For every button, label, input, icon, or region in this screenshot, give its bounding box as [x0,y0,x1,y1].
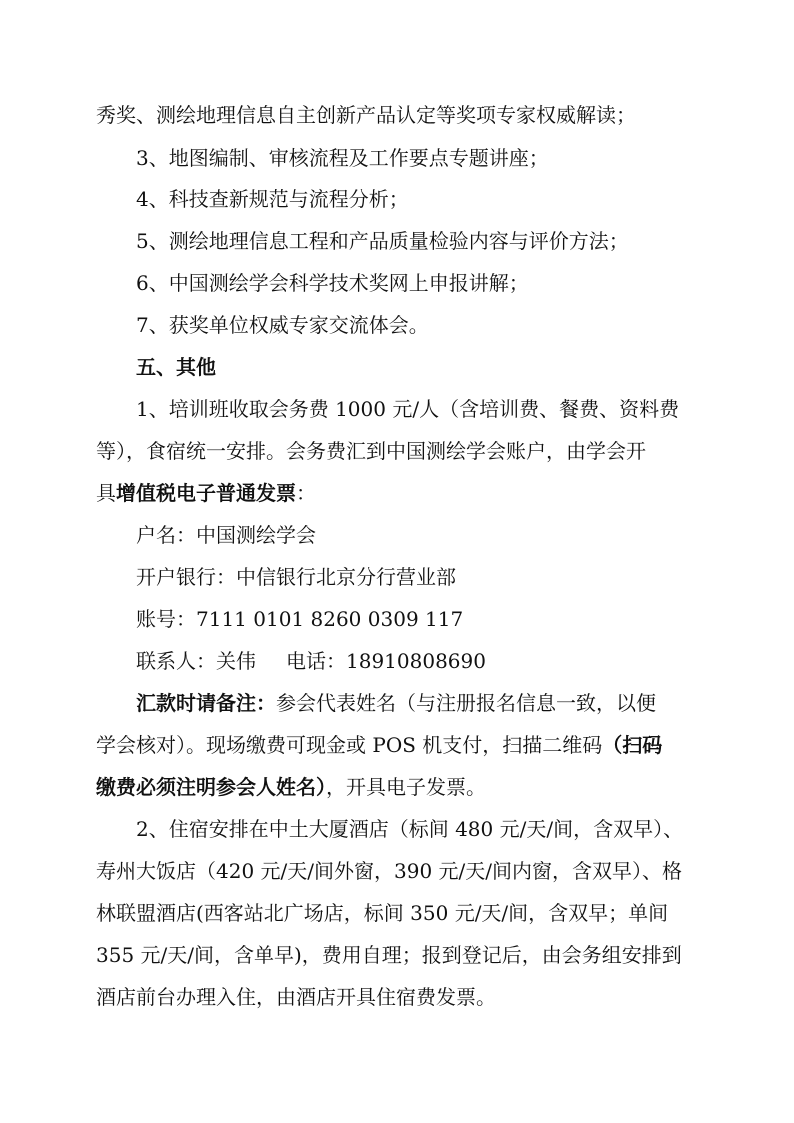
lodging-line-3: 林联盟酒店(西客站北广场店，标间 350 元/天/间，含双早；单间 [96,901,669,925]
lodging-line-4: 355 元/天/间，含单早)，费用自理；报到登记后，由会务组安排到 [96,943,682,967]
remit-note-label: 汇款时请备注： [136,691,276,715]
remit-note-line-2 [0,727,794,763]
bank-label: 开户银行： [136,565,236,589]
contact-label: 联系人： [136,649,216,673]
fee-line-1: 1、培训班收取会务费 1000 元/人（含培训费、餐费、资料费 [136,397,680,421]
fee-line-3-suffix: ： [296,481,316,505]
text-line-1: 秀奖、测绘地理信息自主创新产品认定等奖项专家权威解读； [96,103,636,127]
fee-line-3-prefix: 具 [96,481,116,505]
fee-line-2: 等），食宿统一安排。会务费汇到中国测绘学会账户，由学会开 [96,439,646,463]
remit-note-bold-2: （扫码 [602,733,663,757]
account-number-label: 账号： [136,607,196,631]
account-number-value: 7111 0101 8260 0309 117 [196,607,464,631]
account-name-label: 户名： [136,523,196,547]
text-line-2: 3、地图编制、审核流程及工作要点专题讲座； [136,146,549,170]
contact-line [0,643,794,679]
bank-value: 中信银行北京分行营业部 [236,565,456,589]
remit-note-text-2: 学会核对）。现场缴费可现金或 POS 机支付，扫描二维码 [96,733,603,757]
remit-note-text-3: ，开具电子发票。 [326,775,486,799]
remit-note-line-1 [0,685,794,721]
account-number-line [0,601,794,637]
text-line-5: 6、中国测绘学会科学技术奖网上申报讲解； [136,271,529,295]
remit-note-text-1: 参会代表姓名（与注册报名信息一致，以便 [276,691,656,715]
text-line-4: 5、测绘地理信息工程和产品质量检验内容与评价方法； [136,229,629,253]
phone-label: 电话： [286,649,346,673]
fee-line-3 [0,475,794,511]
account-name-line [0,517,794,553]
text-line-6: 7、获奖单位权威专家交流体会。 [136,313,429,337]
remit-note-line-3 [0,769,794,805]
lodging-line-2: 寿州大饭店（420 元/天/间外窗，390 元/天/间内窗，含双早）、格 [96,859,683,883]
remit-note-bold-3: 缴费必须注明参会人姓名） [96,775,326,799]
contact-value: 关伟 [216,649,256,673]
text-line-3: 4、科技查新规范与流程分析； [136,187,409,211]
phone-value: 18910808690 [346,649,486,673]
account-name-value: 中国测绘学会 [196,523,316,547]
lodging-line-5: 酒店前台办理入住，由酒店开具住宿费发票。 [96,985,496,1009]
invoice-type: 增值税电子普通发票 [116,481,296,505]
section-heading: 五、其他 [136,355,216,379]
lodging-line-1: 2、住宿安排在中土大厦酒店（标间 480 元/天/间，含双早）、 [136,817,684,841]
bank-line [0,559,794,595]
